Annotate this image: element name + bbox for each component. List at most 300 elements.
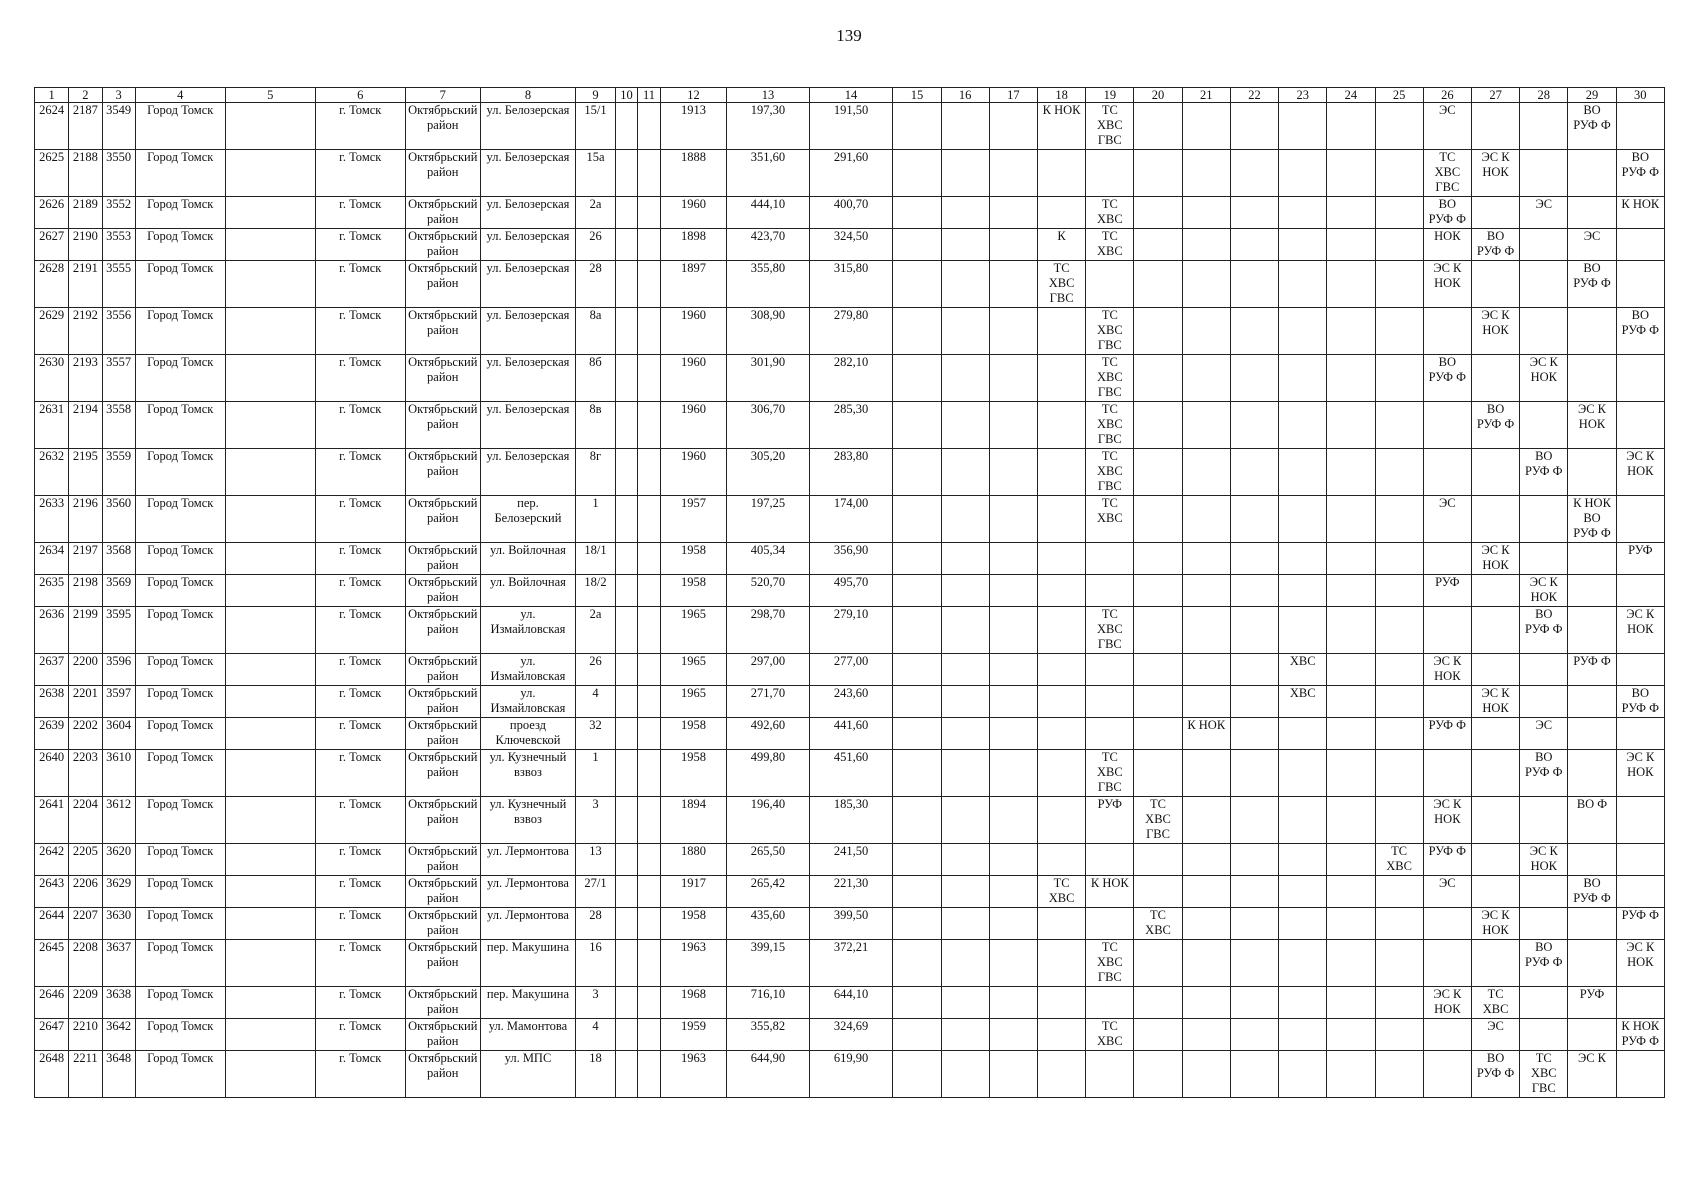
cell-col-30 [1616, 987, 1664, 1019]
cell-col-7: Октябрьский район [405, 575, 480, 607]
cell-col-11 [638, 229, 661, 261]
cell-col-12: 1897 [660, 261, 726, 308]
cell-col-23 [1279, 1019, 1327, 1051]
cell-col-9: 28 [576, 908, 616, 940]
cell-col-27 [1471, 575, 1519, 607]
cell-col-15 [893, 449, 941, 496]
cell-col-11 [638, 449, 661, 496]
cell-col-13: 716,10 [727, 987, 810, 1019]
table-row [35, 261, 1665, 308]
cell-col-4: Город Томск [135, 750, 225, 797]
table-body [35, 103, 1665, 1098]
cell-col-6: г. Томск [315, 940, 405, 987]
cell-col-23 [1279, 197, 1327, 229]
cell-col-18: К НОК [1037, 103, 1085, 150]
cell-col-25 [1375, 654, 1423, 686]
cell-col-16 [941, 607, 989, 654]
cell-col-1: 2643 [35, 876, 69, 908]
cell-col-12: 1958 [660, 718, 726, 750]
cell-col-16 [941, 308, 989, 355]
column-header-21: 21 [1182, 88, 1230, 103]
cell-col-30: ЭС К НОК [1616, 607, 1664, 654]
cell-col-28: ЭС К НОК [1520, 575, 1568, 607]
cell-col-1: 2639 [35, 718, 69, 750]
cell-col-28: ВО РУФ Ф [1520, 607, 1568, 654]
cell-col-26: РУФ [1423, 575, 1471, 607]
cell-col-20 [1134, 229, 1182, 261]
cell-col-5 [225, 876, 315, 908]
cell-col-28 [1520, 543, 1568, 575]
cell-col-21 [1182, 308, 1230, 355]
cell-col-1: 2641 [35, 797, 69, 844]
cell-col-20 [1134, 150, 1182, 197]
cell-col-28: ЭС К НОК [1520, 355, 1568, 402]
cell-col-3: 3555 [102, 261, 135, 308]
cell-col-2: 2197 [69, 543, 102, 575]
cell-col-5 [225, 797, 315, 844]
cell-col-9: 26 [576, 229, 616, 261]
cell-col-6: г. Томск [315, 654, 405, 686]
cell-col-3: 3642 [102, 1019, 135, 1051]
cell-col-29 [1568, 355, 1616, 402]
cell-col-21 [1182, 150, 1230, 197]
cell-col-19 [1086, 150, 1134, 197]
cell-col-30 [1616, 229, 1664, 261]
cell-col-17 [989, 607, 1037, 654]
cell-col-12: 1958 [660, 908, 726, 940]
cell-col-16 [941, 402, 989, 449]
cell-col-19: ТС ХВС ГВС [1086, 750, 1134, 797]
cell-col-27 [1471, 797, 1519, 844]
column-header-2: 2 [69, 88, 102, 103]
table-row [35, 908, 1665, 940]
cell-col-18 [1037, 940, 1085, 987]
cell-col-3: 3620 [102, 844, 135, 876]
cell-col-30 [1616, 718, 1664, 750]
cell-col-4: Город Томск [135, 797, 225, 844]
cell-col-12: 1960 [660, 355, 726, 402]
cell-col-20 [1134, 686, 1182, 718]
cell-col-8: пер. Макушина [480, 940, 575, 987]
cell-col-28 [1520, 797, 1568, 844]
cell-col-29 [1568, 543, 1616, 575]
cell-col-13: 399,15 [727, 940, 810, 987]
cell-col-1: 2644 [35, 908, 69, 940]
cell-col-14: 324,69 [809, 1019, 893, 1051]
cell-col-15 [893, 797, 941, 844]
cell-col-15 [893, 940, 941, 987]
cell-col-27: ЭС К НОК [1471, 543, 1519, 575]
cell-col-4: Город Томск [135, 876, 225, 908]
cell-col-14: 243,60 [809, 686, 893, 718]
cell-col-3: 3595 [102, 607, 135, 654]
cell-col-9: 8б [576, 355, 616, 402]
column-header-4: 4 [135, 88, 225, 103]
column-header-29: 29 [1568, 88, 1616, 103]
cell-col-1: 2629 [35, 308, 69, 355]
cell-col-24 [1327, 607, 1375, 654]
cell-col-2: 2211 [69, 1051, 102, 1098]
cell-col-29: ВО РУФ Ф [1568, 261, 1616, 308]
cell-col-1: 2636 [35, 607, 69, 654]
cell-col-28 [1520, 686, 1568, 718]
cell-col-23 [1279, 750, 1327, 797]
table-row [35, 229, 1665, 261]
cell-col-23 [1279, 229, 1327, 261]
column-header-6: 6 [315, 88, 405, 103]
cell-col-17 [989, 908, 1037, 940]
cell-col-30 [1616, 261, 1664, 308]
cell-col-4: Город Томск [135, 229, 225, 261]
cell-col-5 [225, 1051, 315, 1098]
cell-col-26: ЭС [1423, 103, 1471, 150]
cell-col-19: ТС ХВС ГВС [1086, 308, 1134, 355]
cell-col-14: 283,80 [809, 449, 893, 496]
cell-col-27: ТС ХВС [1471, 987, 1519, 1019]
cell-col-20 [1134, 940, 1182, 987]
cell-col-13: 520,70 [727, 575, 810, 607]
cell-col-1: 2645 [35, 940, 69, 987]
column-header-19: 19 [1086, 88, 1134, 103]
cell-col-18 [1037, 197, 1085, 229]
cell-col-30: К НОК [1616, 197, 1664, 229]
cell-col-12: 1963 [660, 940, 726, 987]
cell-col-3: 3597 [102, 686, 135, 718]
cell-col-30 [1616, 402, 1664, 449]
cell-col-1: 2628 [35, 261, 69, 308]
cell-col-17 [989, 496, 1037, 543]
cell-col-15 [893, 575, 941, 607]
table-row [35, 1051, 1665, 1098]
cell-col-21 [1182, 261, 1230, 308]
cell-col-15 [893, 844, 941, 876]
cell-col-10 [615, 308, 638, 355]
cell-col-8: ул. Измайловская [480, 607, 575, 654]
cell-col-20 [1134, 718, 1182, 750]
cell-col-16 [941, 150, 989, 197]
cell-col-6: г. Томск [315, 103, 405, 150]
cell-col-3: 3596 [102, 654, 135, 686]
cell-col-13: 306,70 [727, 402, 810, 449]
cell-col-7: Октябрьский район [405, 308, 480, 355]
cell-col-9: 2а [576, 607, 616, 654]
cell-col-6: г. Томск [315, 987, 405, 1019]
cell-col-12: 1960 [660, 308, 726, 355]
table-row [35, 940, 1665, 987]
cell-col-29 [1568, 718, 1616, 750]
cell-col-17 [989, 150, 1037, 197]
cell-col-4: Город Томск [135, 1019, 225, 1051]
cell-col-20 [1134, 355, 1182, 402]
cell-col-21 [1182, 575, 1230, 607]
cell-col-25: ТС ХВС [1375, 844, 1423, 876]
cell-col-24 [1327, 496, 1375, 543]
cell-col-20 [1134, 103, 1182, 150]
cell-col-28 [1520, 402, 1568, 449]
cell-col-4: Город Томск [135, 844, 225, 876]
table-row [35, 686, 1665, 718]
cell-col-25 [1375, 103, 1423, 150]
column-header-25: 25 [1375, 88, 1423, 103]
cell-col-12: 1965 [660, 607, 726, 654]
cell-col-9: 15а [576, 150, 616, 197]
cell-col-14: 441,60 [809, 718, 893, 750]
column-header-15: 15 [893, 88, 941, 103]
cell-col-17 [989, 654, 1037, 686]
cell-col-2: 2198 [69, 575, 102, 607]
cell-col-14: 495,70 [809, 575, 893, 607]
cell-col-6: г. Томск [315, 797, 405, 844]
cell-col-5 [225, 750, 315, 797]
cell-col-14: 282,10 [809, 355, 893, 402]
cell-col-9: 8а [576, 308, 616, 355]
cell-col-22 [1230, 229, 1278, 261]
cell-col-27: ВО РУФ Ф [1471, 1051, 1519, 1098]
cell-col-6: г. Томск [315, 402, 405, 449]
cell-col-19 [1086, 654, 1134, 686]
cell-col-17 [989, 355, 1037, 402]
cell-col-18 [1037, 908, 1085, 940]
cell-col-13: 644,90 [727, 1051, 810, 1098]
cell-col-29: ЭС К [1568, 1051, 1616, 1098]
cell-col-21 [1182, 750, 1230, 797]
cell-col-16 [941, 197, 989, 229]
cell-col-4: Город Томск [135, 940, 225, 987]
table-row [35, 575, 1665, 607]
cell-col-23: ХВС [1279, 654, 1327, 686]
cell-col-10 [615, 543, 638, 575]
cell-col-22 [1230, 797, 1278, 844]
cell-col-30: ЭС К НОК [1616, 750, 1664, 797]
cell-col-5 [225, 654, 315, 686]
cell-col-17 [989, 308, 1037, 355]
cell-col-24 [1327, 575, 1375, 607]
cell-col-18 [1037, 750, 1085, 797]
column-header-30: 30 [1616, 88, 1664, 103]
cell-col-10 [615, 908, 638, 940]
cell-col-1: 2630 [35, 355, 69, 402]
cell-col-30 [1616, 575, 1664, 607]
cell-col-15 [893, 1051, 941, 1098]
cell-col-29: РУФ Ф [1568, 654, 1616, 686]
cell-col-9: 3 [576, 797, 616, 844]
cell-col-14: 372,21 [809, 940, 893, 987]
cell-col-21 [1182, 654, 1230, 686]
cell-col-7: Октябрьский район [405, 876, 480, 908]
cell-col-18 [1037, 150, 1085, 197]
cell-col-13: 196,40 [727, 797, 810, 844]
cell-col-25 [1375, 355, 1423, 402]
cell-col-1: 2633 [35, 496, 69, 543]
cell-col-11 [638, 197, 661, 229]
cell-col-27 [1471, 940, 1519, 987]
cell-col-6: г. Томск [315, 1019, 405, 1051]
cell-col-15 [893, 987, 941, 1019]
cell-col-15 [893, 496, 941, 543]
cell-col-2: 2207 [69, 908, 102, 940]
cell-col-8: ул. Белозерская [480, 150, 575, 197]
cell-col-29: К НОК ВО РУФ Ф [1568, 496, 1616, 543]
cell-col-10 [615, 1019, 638, 1051]
cell-col-29 [1568, 750, 1616, 797]
cell-col-3: 3604 [102, 718, 135, 750]
cell-col-12: 1965 [660, 654, 726, 686]
cell-col-8: ул. Лермонтова [480, 908, 575, 940]
cell-col-2: 2189 [69, 197, 102, 229]
cell-col-19: ТС ХВС [1086, 1019, 1134, 1051]
cell-col-10 [615, 496, 638, 543]
cell-col-7: Октябрьский район [405, 355, 480, 402]
cell-col-8: ул. Мамонтова [480, 1019, 575, 1051]
cell-col-20: ТС ХВС ГВС [1134, 797, 1182, 844]
cell-col-26: ВО РУФ Ф [1423, 197, 1471, 229]
cell-col-19: ТС ХВС ГВС [1086, 940, 1134, 987]
cell-col-5 [225, 543, 315, 575]
cell-col-9: 4 [576, 686, 616, 718]
cell-col-19: ТС ХВС ГВС [1086, 402, 1134, 449]
cell-col-6: г. Томск [315, 308, 405, 355]
cell-col-14: 400,70 [809, 197, 893, 229]
cell-col-10 [615, 987, 638, 1019]
cell-col-25 [1375, 308, 1423, 355]
cell-col-26 [1423, 607, 1471, 654]
cell-col-5 [225, 686, 315, 718]
cell-col-7: Октябрьский район [405, 844, 480, 876]
cell-col-9: 16 [576, 940, 616, 987]
column-header-9: 9 [576, 88, 616, 103]
cell-col-11 [638, 607, 661, 654]
cell-col-14: 174,00 [809, 496, 893, 543]
cell-col-20 [1134, 261, 1182, 308]
cell-col-29 [1568, 686, 1616, 718]
cell-col-19: ТС ХВС ГВС [1086, 449, 1134, 496]
cell-col-15 [893, 607, 941, 654]
cell-col-28: ВО РУФ Ф [1520, 449, 1568, 496]
cell-col-18: К [1037, 229, 1085, 261]
cell-col-18 [1037, 844, 1085, 876]
cell-col-23 [1279, 876, 1327, 908]
cell-col-25 [1375, 197, 1423, 229]
cell-col-23 [1279, 543, 1327, 575]
table-row [35, 103, 1665, 150]
cell-col-1: 2648 [35, 1051, 69, 1098]
cell-col-20 [1134, 987, 1182, 1019]
cell-col-8: пер. Белозерский [480, 496, 575, 543]
cell-col-14: 279,10 [809, 607, 893, 654]
cell-col-7: Октябрьский район [405, 718, 480, 750]
cell-col-6: г. Томск [315, 908, 405, 940]
cell-col-29 [1568, 1019, 1616, 1051]
cell-col-5 [225, 402, 315, 449]
cell-col-14: 191,50 [809, 103, 893, 150]
cell-col-15 [893, 261, 941, 308]
cell-col-12: 1960 [660, 402, 726, 449]
cell-col-19 [1086, 261, 1134, 308]
table-row [35, 1019, 1665, 1051]
cell-col-24 [1327, 355, 1375, 402]
cell-col-7: Октябрьский район [405, 197, 480, 229]
cell-col-7: Октябрьский район [405, 987, 480, 1019]
cell-col-28 [1520, 908, 1568, 940]
cell-col-14: 324,50 [809, 229, 893, 261]
cell-col-24 [1327, 686, 1375, 718]
cell-col-4: Город Томск [135, 607, 225, 654]
cell-col-28 [1520, 987, 1568, 1019]
cell-col-8: ул. Белозерская [480, 261, 575, 308]
cell-col-17 [989, 686, 1037, 718]
cell-col-4: Город Томск [135, 1051, 225, 1098]
cell-col-7: Октябрьский район [405, 940, 480, 987]
cell-col-6: г. Томск [315, 449, 405, 496]
cell-col-21 [1182, 355, 1230, 402]
cell-col-16 [941, 750, 989, 797]
cell-col-30: РУФ Ф [1616, 908, 1664, 940]
cell-col-4: Город Томск [135, 987, 225, 1019]
cell-col-22 [1230, 1051, 1278, 1098]
cell-col-3: 3612 [102, 797, 135, 844]
cell-col-22 [1230, 197, 1278, 229]
cell-col-15 [893, 402, 941, 449]
cell-col-11 [638, 543, 661, 575]
cell-col-13: 492,60 [727, 718, 810, 750]
cell-col-6: г. Томск [315, 197, 405, 229]
cell-col-19: К НОК [1086, 876, 1134, 908]
cell-col-20 [1134, 607, 1182, 654]
cell-col-19 [1086, 686, 1134, 718]
cell-col-1: 2647 [35, 1019, 69, 1051]
cell-col-10 [615, 402, 638, 449]
cell-col-25 [1375, 1051, 1423, 1098]
cell-col-3: 3559 [102, 449, 135, 496]
cell-col-23 [1279, 908, 1327, 940]
cell-col-29 [1568, 575, 1616, 607]
cell-col-13: 435,60 [727, 908, 810, 940]
cell-col-16 [941, 940, 989, 987]
cell-col-3: 3556 [102, 308, 135, 355]
cell-col-30 [1616, 876, 1664, 908]
cell-col-2: 2194 [69, 402, 102, 449]
cell-col-27 [1471, 654, 1519, 686]
column-header-22: 22 [1230, 88, 1278, 103]
cell-col-15 [893, 197, 941, 229]
cell-col-2: 2196 [69, 496, 102, 543]
cell-col-24 [1327, 876, 1375, 908]
cell-col-11 [638, 1051, 661, 1098]
cell-col-8: ул. Белозерская [480, 103, 575, 150]
cell-col-2: 2188 [69, 150, 102, 197]
cell-col-25 [1375, 229, 1423, 261]
cell-col-28 [1520, 876, 1568, 908]
cell-col-4: Город Томск [135, 908, 225, 940]
column-header-13: 13 [727, 88, 810, 103]
cell-col-24 [1327, 402, 1375, 449]
cell-col-19 [1086, 844, 1134, 876]
cell-col-20 [1134, 197, 1182, 229]
cell-col-27 [1471, 718, 1519, 750]
cell-col-16 [941, 543, 989, 575]
column-header-8: 8 [480, 88, 575, 103]
cell-col-4: Город Томск [135, 654, 225, 686]
cell-col-3: 3549 [102, 103, 135, 150]
cell-col-20 [1134, 1051, 1182, 1098]
cell-col-15 [893, 718, 941, 750]
cell-col-16 [941, 575, 989, 607]
cell-col-16 [941, 987, 989, 1019]
cell-col-8: ул. Кузнечный взвоз [480, 750, 575, 797]
cell-col-24 [1327, 718, 1375, 750]
cell-col-3: 3560 [102, 496, 135, 543]
cell-col-13: 405,34 [727, 543, 810, 575]
